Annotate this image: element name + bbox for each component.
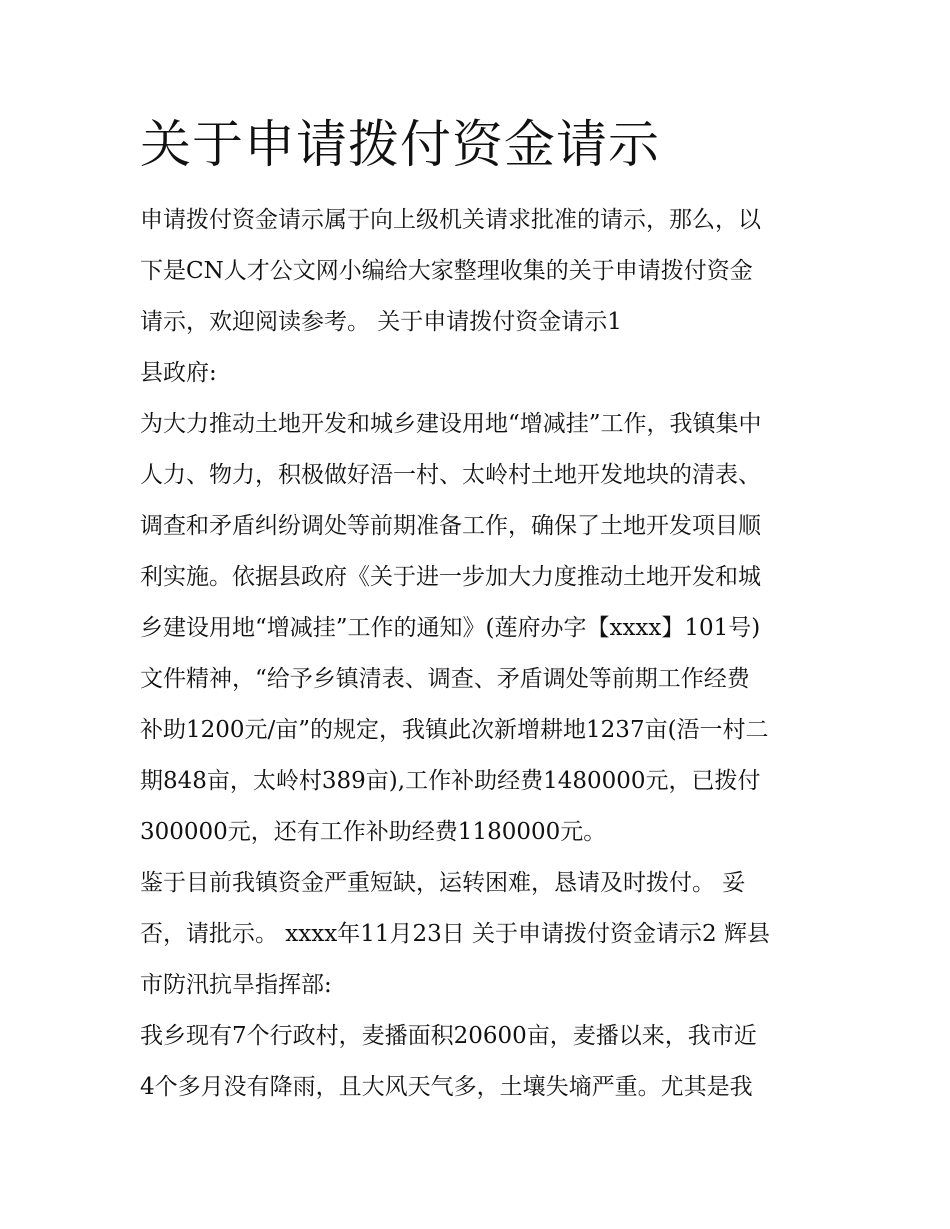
body-line: 请示，欢迎阅读参考。 关于申请拨付资金请示1 — [140, 309, 622, 335]
body-line: 人力、物力，积极做好浯一村、太岭村土地开发地块的清表、 — [140, 462, 761, 488]
body-line: 县政府: — [140, 360, 217, 386]
body-line: 文件精神，“给予乡镇清表、调查、矛盾调处等前期工作经费 — [140, 666, 750, 692]
document-title: 关于申请拨付资金请示 — [140, 116, 661, 175]
body-line: 调查和矛盾纠纷调处等前期准备工作，确保了土地开发项目顺 — [140, 513, 761, 539]
body-line: 4个多月没有降雨，且大风天气多，土壤失墒严重。尤其是我 — [140, 1074, 753, 1100]
body-line: 期848亩，太岭村389亩),工作补助经费1480000元，已拨付 — [140, 768, 761, 794]
body-line: 我乡现有7个行政村，麦播面积20600亩，麦播以来，我市近 — [140, 1023, 757, 1049]
body-line: 下是CN人才公文网小编给大家整理收集的关于申请拨付资金 — [140, 258, 753, 284]
body-line: 利实施。依据县政府《关于进一步加大力度推动土地开发和城 — [140, 564, 761, 590]
body-line: 补助1200元/亩”的规定，我镇此次新增耕地1237亩(浯一村二 — [140, 717, 769, 743]
body-line: 市防汛抗旱指挥部: — [140, 972, 332, 998]
body-line: 鉴于目前我镇资金严重短缺，运转困难，恳请及时拨付。 妥 — [140, 870, 746, 896]
body-line: 乡建设用地“增减挂”工作的通知》(莲府办字【xxxx】101号) — [140, 615, 761, 641]
body-line: 申请拨付资金请示属于向上级机关请求批准的请示，那么，以 — [140, 207, 761, 233]
body-line: 300000元，还有工作补助经费1180000元。 — [140, 819, 607, 845]
body-line: 否，请批示。 xxxx年11月23日 关于申请拨付资金请示2 辉县 — [140, 921, 770, 947]
body-line: 为大力推动土地开发和城乡建设用地“增减挂”工作，我镇集中 — [140, 411, 762, 437]
